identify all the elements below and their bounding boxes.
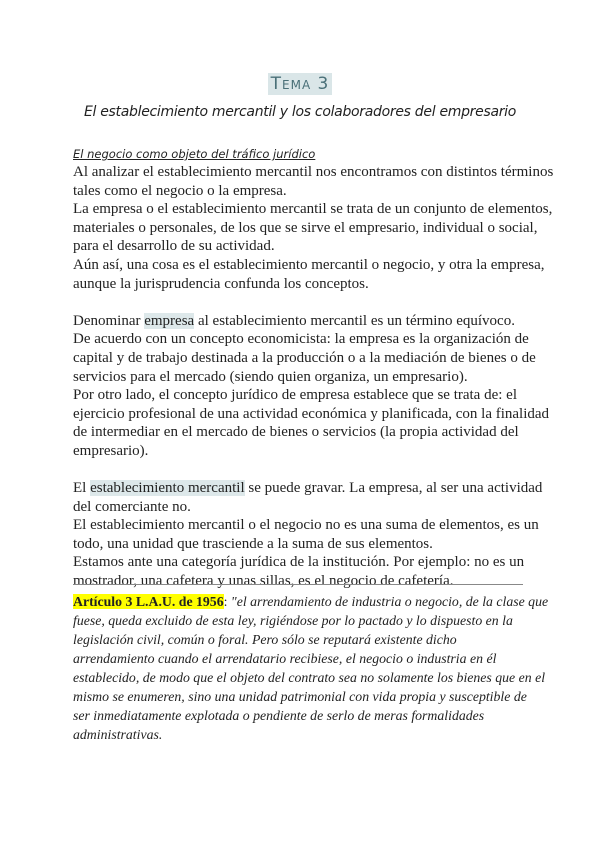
text-line: La empresa o el establecimiento mercantil se trata de un conjunto de elementos, xyxy=(73,201,553,218)
article-reference: Artículo 3 L.A.U. de 1956 xyxy=(73,594,224,609)
body-text xyxy=(73,163,554,591)
text-span: : xyxy=(223,594,231,609)
text-line: fuese, queda excluido de esta ley, rigiéndose por lo pactado y lo dispuesto en la xyxy=(73,613,513,628)
title-text: Tema 3 xyxy=(268,73,333,95)
text-line: servicios para el mercado (siendo quien organiza, un empresario). xyxy=(73,368,468,385)
text-line: Aún así, una cosa es el establecimiento mercantil o negocio, y otra la empresa, xyxy=(73,256,545,273)
text-line: Al analizar el establecimiento mercantil nos encontramos con distintos términos xyxy=(73,164,554,180)
text-line: arrendamiento cuando el arrendatario recibiese, el negocio o industria en él xyxy=(73,651,497,666)
legal-quote xyxy=(73,592,549,744)
horizontal-divider xyxy=(73,584,523,585)
text-span: al establecimiento mercantil es un término equívoco. xyxy=(194,312,515,329)
text-line: Por otro lado, el concepto jurídico de empresa establece que se trata de: el xyxy=(73,387,517,404)
text-line: mismo se enumeren, sino una unidad patrimonial con vida propia y susceptible de xyxy=(73,689,527,704)
highlighted-term: empresa xyxy=(144,312,195,329)
text-line: tales como el negocio o la empresa. xyxy=(73,182,287,199)
paragraph-1 xyxy=(73,163,554,293)
text-line xyxy=(73,592,549,611)
text-line: ser inmediatamente explotada o pendiente de serlo de meras formalidades xyxy=(73,708,485,723)
text-line: todo, una unidad que trasciende a la suma de sus elementos. xyxy=(73,535,433,552)
document-title xyxy=(0,74,600,94)
text-line: ejercicio profesional de una actividad económica y planificada, con la finalidad xyxy=(73,405,550,422)
text-line: De acuerdo con un concepto economicista: la empresa es la organización de xyxy=(73,331,529,348)
document-subtitle: El establecimiento mercantil y los colaboradores del empresario xyxy=(83,104,517,120)
highlighted-term: establecimiento mercantil xyxy=(90,480,245,497)
paragraph-3 xyxy=(73,479,543,591)
text-line: del comerciante no. xyxy=(73,498,191,515)
text-line: Estamos ante una categoría jurídica de la institución. Por ejemplo: no es un xyxy=(73,554,525,571)
text-line: materiales o personales, de los que se sirve el empresario, individual o social, xyxy=(73,219,538,236)
text-span: El xyxy=(73,480,91,497)
text-line: mostrador, una cafetera y unas sillas, es el negocio de cafetería. xyxy=(73,573,454,590)
text-line: establecido, de modo que el objeto del contrato sea no solamente los bienes que en el xyxy=(73,670,546,685)
text-line: administrativas. xyxy=(73,727,163,742)
text-line: empresario). xyxy=(73,442,149,459)
text-line: para el desarrollo de su actividad. xyxy=(73,238,275,255)
text-line: de intermediar en el mercado de bienes o servicios (la propia actividad del xyxy=(73,424,519,441)
text-line: capital y de trabajo destinada a la producción o a la mediación de bienes o de xyxy=(73,349,536,366)
text-span: Denominar xyxy=(73,312,145,329)
text-span: "el arrendamiento de industria o negocio, de la clase que xyxy=(230,594,549,609)
text-line: El establecimiento mercantil o el negocio no es una suma de elementos, es un xyxy=(73,517,539,534)
text-span: se puede gravar. La empresa, al ser una actividad xyxy=(244,480,543,497)
text-line xyxy=(73,312,533,331)
text-line: legislación civil, común o foral. Pero sólo se reputará existente dicho xyxy=(73,632,457,647)
paragraph-2 xyxy=(73,312,550,461)
text-line: aunque la jurisprudencia confunda los conceptos. xyxy=(73,275,369,292)
text-line xyxy=(73,479,543,498)
section-heading: El negocio como objeto del tráfico jurídico xyxy=(73,147,316,161)
